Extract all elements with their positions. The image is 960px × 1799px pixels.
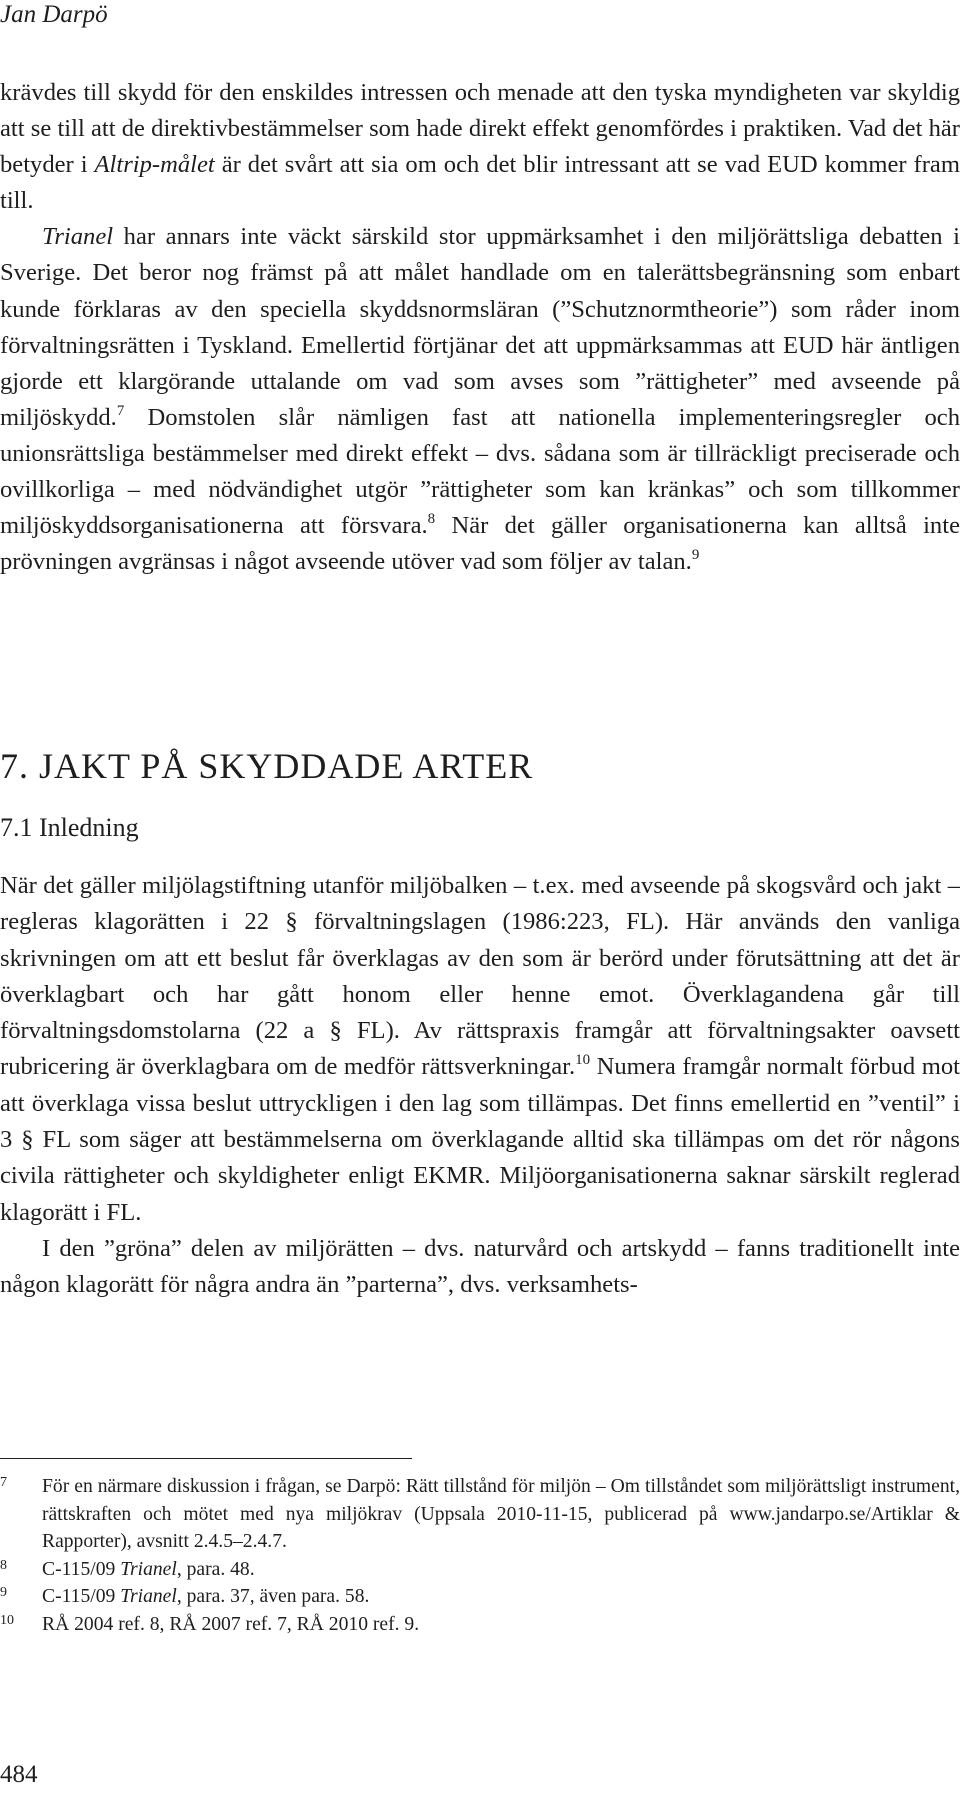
paragraph (0, 868, 960, 1231)
text-span: C-115/09 (42, 1586, 121, 1607)
footnote (0, 1611, 960, 1639)
footnote-text (42, 1556, 960, 1584)
case-name: Trianel (120, 1586, 177, 1607)
text-span: Numera framgår normalt förbud mot att överklaga vissa beslut uttryckligen i den lag som tillämpas. Det finns emellertid en ”ventil” i 3 § FL som säger att bestämmelserna om överklagande alltid ska tillämpas om det rör någons civila rättigheter och skyldigheter enligt EKMR. Miljöorganisationerna saknar särskilt reglerad klagorätt i FL. (0, 1053, 960, 1226)
page-number: 484 (0, 1761, 38, 1788)
subsection-heading: 7.1 Inledning (0, 813, 139, 842)
text-span: När det gäller miljölagstiftning utanför miljöbalken – t.ex. med avseende på skogsvård och jakt – regleras klagorätten i 22 § förvaltningslagen (1986:223, FL). Här används den vanliga skrivningen om att ett beslut får överklagas av den som är berörd under förutsättning att det är överklagbart och har gått honom eller henne emot. Överklagandena går till förvaltningsdomstolarna (22 a § FL). Av rättspraxis framgår att förvaltningsakter oavsett rubricering är överklagbara om de medför rättsverkningar. (0, 872, 960, 1081)
text-span: , para. 48. (176, 1558, 255, 1580)
text-span: RÅ 2004 ref. 8, RÅ 2007 ref. 7, RÅ 2010 ref. 9. (42, 1613, 420, 1635)
footnote-number: 8 (0, 1557, 7, 1573)
footnote (0, 1473, 960, 1556)
footnote-text (42, 1583, 960, 1611)
body-text (0, 75, 960, 580)
footnote-divider (0, 1458, 412, 1459)
footnote (0, 1556, 960, 1584)
text-span: har annars inte väckt särskild stor uppmärksamhet i den miljörättsliga debatten i Sverige. Det beror nog främst på att målet handlade om en talerättsbegränsning som enbart kunde förklaras av den speciella skyddsnormsläran (”Schutznormtheorie”) som råder inom förvaltningsrätten i Tyskland. Emellertid förtjänar det att uppmärksammas att EUD här äntligen gjorde ett klargörande uttalande om vad som avses som ”rättigheter” med avseende på miljöskydd. (0, 223, 960, 431)
footnotes (0, 1473, 960, 1638)
footnote-ref[interactable]: 10 (575, 1052, 591, 1069)
text-span: Domstolen slår nämligen fast att nationella implementeringsregler och unionsrättsliga bestämmelser med direkt effekt – dvs. sådana som är tillräckligt preciserade och ovillkorliga – med nödvändighet utgör ”rättigheter som kan kränkas” och som tillkommer miljöskyddsorganisationerna att försvara. (0, 403, 960, 540)
footnote-ref[interactable]: 9 (691, 547, 700, 564)
section-body-text (0, 868, 960, 1304)
footnote (0, 1583, 960, 1611)
footnote-text (42, 1611, 960, 1639)
paragraph (0, 75, 960, 219)
case-name: Altrip-målet (94, 151, 215, 179)
footnote-number: 10 (0, 1612, 14, 1628)
footnote-number: 9 (0, 1585, 7, 1600)
footnote-ref[interactable]: 8 (427, 511, 436, 528)
text-span: är det svårt att sia om och det blir intressant att se vad EUD kommer fram till. (0, 151, 960, 215)
paragraph (0, 219, 960, 580)
text-span: , para. 37, även para. 58. (176, 1586, 370, 1607)
text-span: När det gäller organisationerna kan alltså inte prövningen avgränsas i något avseende utöver vad som följer av talan. (0, 512, 960, 576)
footnote-number: 7 (0, 1475, 7, 1490)
case-name: Trianel (120, 1558, 177, 1580)
section-heading: 7. JAKT PÅ SKYDDADE ARTER (0, 746, 534, 786)
case-name: Trianel (42, 223, 114, 251)
footnote-text: För en närmare diskussion i frågan, se Darpö: Rätt tillstånd för miljön – Om tillståndet som miljörättsligt instrument, rättskraften och mötet med nya miljökrav (Uppsala 2010-11-15, publicerad på www.jandarpo.se/Artiklar & Rapporter), avsnitt 2.4.5–2.4.7. (42, 1476, 960, 1552)
text-span: C-115/09 (42, 1558, 121, 1580)
paragraph (0, 1231, 960, 1304)
footnote-ref[interactable]: 7 (116, 402, 125, 419)
text-span: krävdes till skydd för den enskildes intressen och menade att den tyska myndigheten var skyldig att se till att de direktivbestämmelser som hade direkt effekt genomfördes i praktiken. Vad det här betyder i (0, 79, 960, 179)
text-span: I den ”gröna” delen av miljörätten – dvs. naturvård och artskydd – fanns traditionellt inte någon klagorätt för några andra än ”parterna”, dvs. verksamhets- (0, 1234, 960, 1299)
running-head: Jan Darpö (0, 1, 108, 28)
